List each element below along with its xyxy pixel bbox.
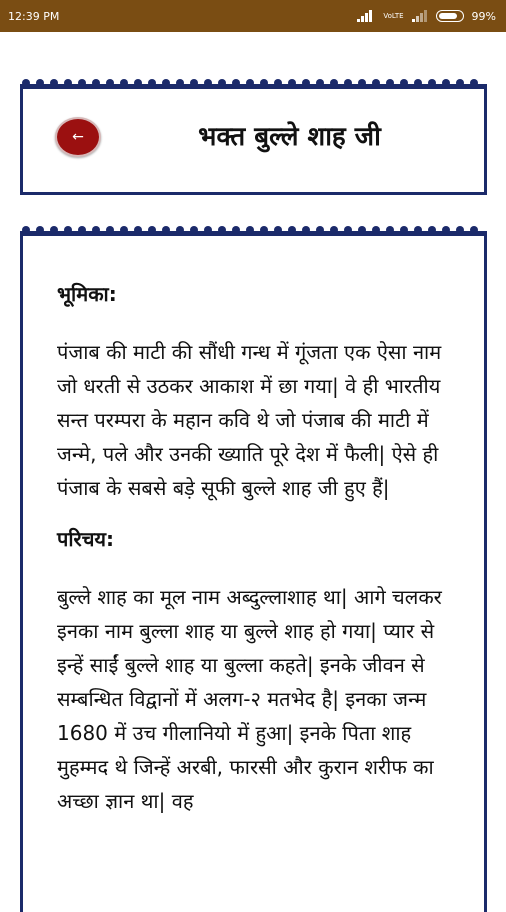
scallop-border-top	[20, 224, 487, 238]
scallop-border-top	[20, 77, 487, 91]
content-card	[20, 232, 487, 912]
header-card	[20, 85, 487, 195]
volte-label: VoLTE	[383, 11, 404, 20]
signal-icon	[357, 10, 375, 22]
page-title: भक्त बुल्ले शाह जी	[198, 122, 381, 152]
status-time: 12:39 PM	[8, 9, 60, 23]
back-button[interactable]	[55, 117, 101, 157]
battery-level: 99%	[471, 9, 496, 23]
article-content	[57, 280, 454, 838]
signal-icon-2	[412, 10, 428, 22]
section-heading-intro: भूमिका:	[57, 282, 117, 306]
back-arrow-icon: ←	[72, 129, 84, 145]
section-text-introduction: बुल्ले शाह का मूल नाम अब्दुल्लाशाह था| आगे चलकर इनका नाम बुल्ला शाह या बुल्ले शाह हो गया| प्यार से इन्हें साईं बुल्ले शाह या बुल्ला कहते| इनके जीवन से सम्बन्धित विद्वानों में अलग-२ मतभेद है| इनका जन्म 1680 में उच गीलानियो में हुआ| इनके पिता शाह मुहम्मद थे जिन्हें अरबी, फारसी और कुरान शरीफ का अच्छा ज्ञान था| वह	[57, 585, 442, 813]
battery-icon	[436, 10, 464, 22]
section-heading-introduction: परिचय:	[57, 527, 115, 551]
status-bar	[0, 0, 506, 32]
section-text-intro: पंजाब की माटी की सौंधी गन्ध में गूंजता एक ऐसा नाम जो धरती से उठकर आकाश में छा गया| वे ही भारतीय सन्त परम्परा के महान कवि थे जो पंजाब की माटी में जन्मे, पले और उनकी ख्याति पूरे देश में फैली| ऐसे ही पंजाब के सबसे बड़े सूफी बुल्ले शाह जी हुए हैं|	[57, 340, 442, 500]
status-icons	[357, 10, 496, 23]
